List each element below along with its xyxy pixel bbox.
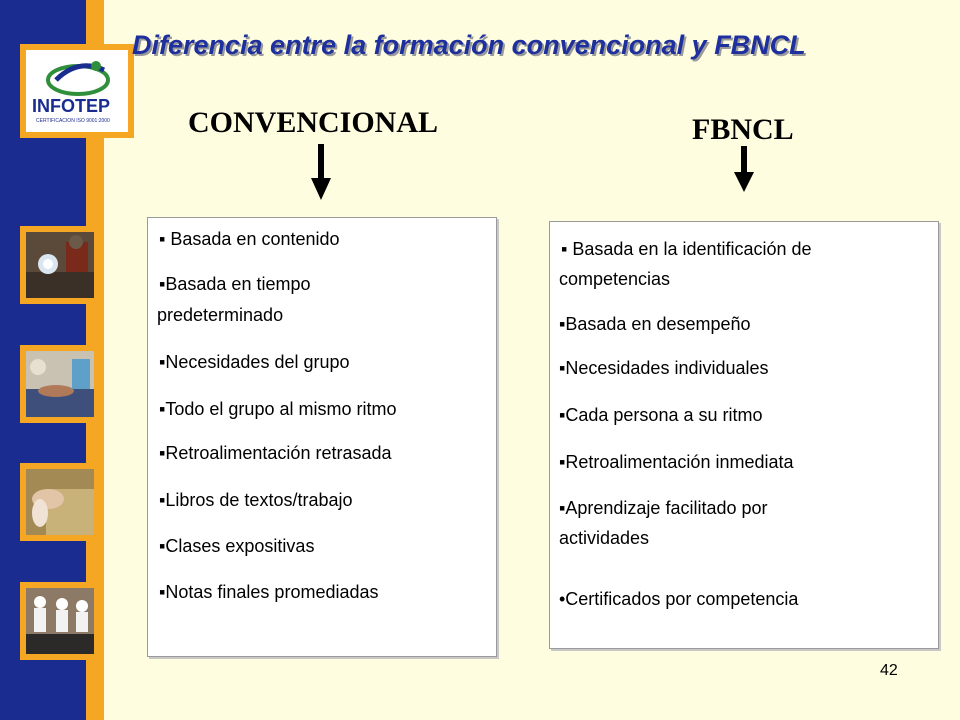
photo-frame-3 [20, 463, 100, 541]
list-item: ▪Basada en tiempo [159, 274, 311, 294]
list-item: ▪Aprendizaje facilitado por [559, 498, 768, 518]
welder-photo-icon [26, 232, 94, 298]
list-item: ▪Libros de textos/trabajo [159, 490, 353, 510]
hands-photo-icon [26, 469, 94, 535]
list-item: ▪ Basada en contenido [159, 229, 340, 249]
list-item: predeterminado [157, 305, 284, 325]
arrow-down-icon [309, 144, 333, 202]
logo-name: INFOTEP [32, 96, 111, 116]
logo-subtitle: CERTIFICACION ISO 9001:2000 [36, 118, 110, 124]
list-item: ▪Notas finales promediadas [159, 582, 379, 602]
arrow-down-icon [732, 146, 756, 194]
list-item: •Certificados por competencia [559, 589, 799, 609]
heading-fbncl: FBNCL [692, 113, 794, 146]
convencional-box [147, 217, 497, 657]
list-item: competencias [559, 269, 671, 289]
workshop-photo-icon [26, 351, 94, 417]
list-item: ▪Clases expositivas [159, 536, 315, 556]
heading-convencional: CONVENCIONAL [188, 106, 439, 139]
slide-title: Diferencia entre la formación convencional y FBNCL [132, 30, 806, 60]
list-item: actividades [559, 528, 650, 548]
photo-frame-4 [20, 582, 100, 660]
fbncl-box [549, 221, 939, 649]
photo-frame-2 [20, 345, 100, 423]
page-number: 42 [880, 662, 898, 679]
list-item: ▪Retroalimentación inmediata [559, 452, 794, 472]
logo-frame [20, 44, 134, 138]
list-item: ▪Basada en desempeño [559, 314, 751, 334]
infotep-logo-icon [26, 50, 128, 132]
kitchen-photo-icon [26, 588, 94, 654]
list-item: ▪ Basada en la identificación de [561, 239, 812, 259]
list-item: ▪Retroalimentación retrasada [159, 443, 392, 463]
list-item: ▪Necesidades del grupo [159, 352, 350, 372]
photo-frame-1 [20, 226, 100, 304]
list-item: ▪Necesidades individuales [559, 358, 769, 378]
list-item: ▪Todo el grupo al mismo ritmo [159, 399, 397, 419]
list-item: ▪Cada persona a su ritmo [559, 405, 763, 425]
